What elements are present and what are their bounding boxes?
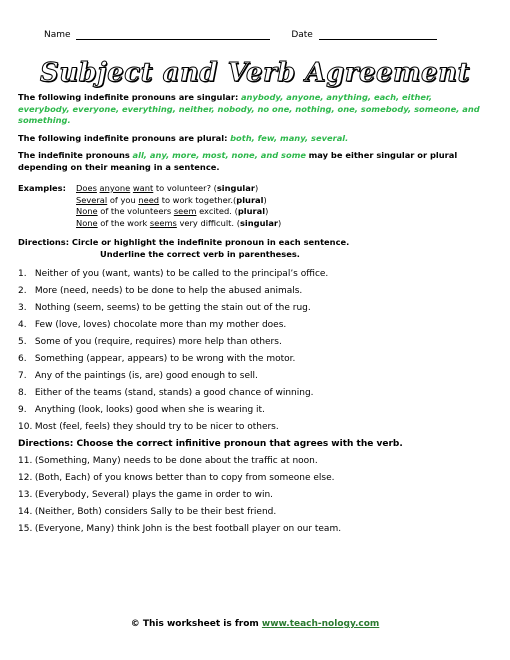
date-label: Date <box>291 30 313 40</box>
list-item[interactable] <box>18 266 486 283</box>
example-line <box>76 218 486 230</box>
example-text: to work together.( <box>159 194 237 205</box>
plural-paragraph <box>18 133 486 145</box>
example-lines <box>76 183 486 229</box>
item-number: 9. <box>18 405 27 415</box>
example-verb: want <box>132 183 154 193</box>
item-number: 8. <box>18 388 27 398</box>
item-text: (Something, Many) needs to be done about the traffic at noon. <box>34 455 318 466</box>
directions-line-1: Directions: Circle or highlight the indefinite pronoun in each sentence. <box>18 237 350 247</box>
example-text: to volunteer? ( <box>153 183 217 193</box>
item-number: 12. <box>18 472 33 483</box>
list-item[interactable] <box>18 470 486 487</box>
singular-paragraph <box>18 92 486 127</box>
item-text: (Everybody, Several) plays the game in order to win. <box>34 489 274 500</box>
example-text: of the work <box>97 217 150 228</box>
item-text: (Both, Each) of you knows better than to copy from someone else. <box>34 472 335 483</box>
item-text: Most (feel, feels) they should try to be nicer to others. <box>34 422 279 432</box>
example-text: ) <box>265 206 269 216</box>
sentence-list-part-1 <box>18 266 486 436</box>
example-pronoun: anyone <box>99 183 131 193</box>
either-paragraph <box>18 150 486 173</box>
example-pronoun: Does <box>76 183 97 193</box>
example-verdict: plural <box>236 194 264 205</box>
worksheet-content <box>18 92 486 538</box>
list-item[interactable] <box>18 334 486 351</box>
item-number: 14. <box>18 506 33 517</box>
item-number: 7. <box>18 371 27 381</box>
item-text: Neither of you (want, wants) to be called to the principal’s office. <box>34 269 329 279</box>
sentence-list-part-2 <box>18 453 486 538</box>
directions-line-2: Underline the correct verb in parentheses. <box>100 248 300 259</box>
list-item[interactable] <box>18 385 486 402</box>
either-lead: The indefinite pronouns <box>18 150 130 160</box>
item-number: 4. <box>18 320 27 330</box>
item-text: (Neither, Both) considers Sally to be their best friend. <box>34 506 277 517</box>
item-text: Few (love, loves) chocolate more than my mother does. <box>34 320 287 330</box>
either-tail: may be either singular or plural depending on their meaning in a sentence. <box>18 150 458 172</box>
list-item[interactable] <box>18 368 486 385</box>
date-blank-line[interactable] <box>319 30 437 40</box>
examples-block <box>18 183 486 229</box>
item-number: 10. <box>18 422 33 432</box>
example-text: ) <box>278 217 282 228</box>
item-number: 11. <box>18 455 33 466</box>
plural-pronoun-list: both, few, many, several. <box>230 132 349 143</box>
either-pronoun-list: all, any, more, most, none, and some <box>132 150 306 160</box>
example-line <box>76 183 486 195</box>
item-text: Any of the paintings (is, are) good enough to sell. <box>34 371 258 381</box>
list-item[interactable] <box>18 402 486 419</box>
examples-label: Examples: <box>18 183 66 193</box>
item-number: 13. <box>18 489 33 500</box>
example-pronoun: None <box>76 206 98 216</box>
item-text: Either of the teams (stand, stands) a good chance of winning. <box>34 388 314 398</box>
example-text: very difficult. ( <box>176 217 240 228</box>
example-verdict: singular <box>216 183 255 193</box>
example-pronoun: None <box>76 217 98 228</box>
item-text: Anything (look, looks) good when she is wearing it. <box>34 405 265 415</box>
plural-lead: The following indefinite pronouns are plural: <box>18 132 228 143</box>
example-verb: need <box>138 194 160 205</box>
example-text: excited. ( <box>196 206 238 216</box>
example-pronoun: Several <box>76 194 108 205</box>
name-label: Name <box>44 30 71 40</box>
item-number: 5. <box>18 337 27 347</box>
list-item[interactable] <box>18 283 486 300</box>
item-text: Something (appear, appears) to be wrong with the motor. <box>34 354 296 364</box>
example-text: ) <box>254 183 259 193</box>
date-field <box>291 30 436 40</box>
list-item[interactable] <box>18 453 486 470</box>
list-item[interactable] <box>18 300 486 317</box>
item-text: Nothing (seem, seems) to be getting the stain out of the rug. <box>34 303 311 313</box>
list-item[interactable] <box>18 504 486 521</box>
item-text: Some of you (require, requires) more help than others. <box>34 337 282 347</box>
example-verb: seems <box>149 217 177 228</box>
item-number: 1. <box>18 269 27 279</box>
footer-link[interactable]: www.teach-nology.com <box>261 619 380 629</box>
name-blank-line[interactable] <box>76 30 270 40</box>
footer-prefix: © This worksheet is from <box>130 619 262 629</box>
directions-part-2: Directions: Choose the correct infinitive pronoun that agrees with the verb. <box>18 439 403 449</box>
example-text: of the volunteers <box>97 206 174 216</box>
example-line <box>76 206 486 218</box>
list-item[interactable] <box>18 487 486 504</box>
list-item[interactable] <box>18 419 486 436</box>
list-item[interactable] <box>18 317 486 334</box>
example-text: ) <box>263 194 267 205</box>
list-item[interactable] <box>18 521 486 538</box>
item-text: More (need, needs) to be done to help the abused animals. <box>34 286 303 296</box>
singular-lead: The following indefinite pronouns are singular: <box>18 92 239 102</box>
example-verb: seem <box>173 206 197 216</box>
item-number: 6. <box>18 354 27 364</box>
singular-pronoun-list: anybody, anyone, anything, each, either, everybody, everyone, everything, neither, nobody, no one, nothing, one, somebody, someone, and something. <box>18 92 480 125</box>
example-text: of you <box>107 194 139 205</box>
directions-part-1 <box>18 237 486 260</box>
footer <box>0 619 510 629</box>
example-line <box>76 195 486 207</box>
item-number: 3. <box>18 303 27 313</box>
header <box>44 30 437 40</box>
list-item[interactable] <box>18 351 486 368</box>
item-number: 15. <box>18 523 33 534</box>
page-title: Subject and Verb Agreement <box>39 58 471 88</box>
name-field <box>44 30 270 40</box>
item-text: (Everyone, Many) think John is the best football player on our team. <box>34 523 342 534</box>
item-number: 2. <box>18 286 27 296</box>
example-verdict: plural <box>237 206 266 216</box>
example-verdict: singular <box>239 217 279 228</box>
